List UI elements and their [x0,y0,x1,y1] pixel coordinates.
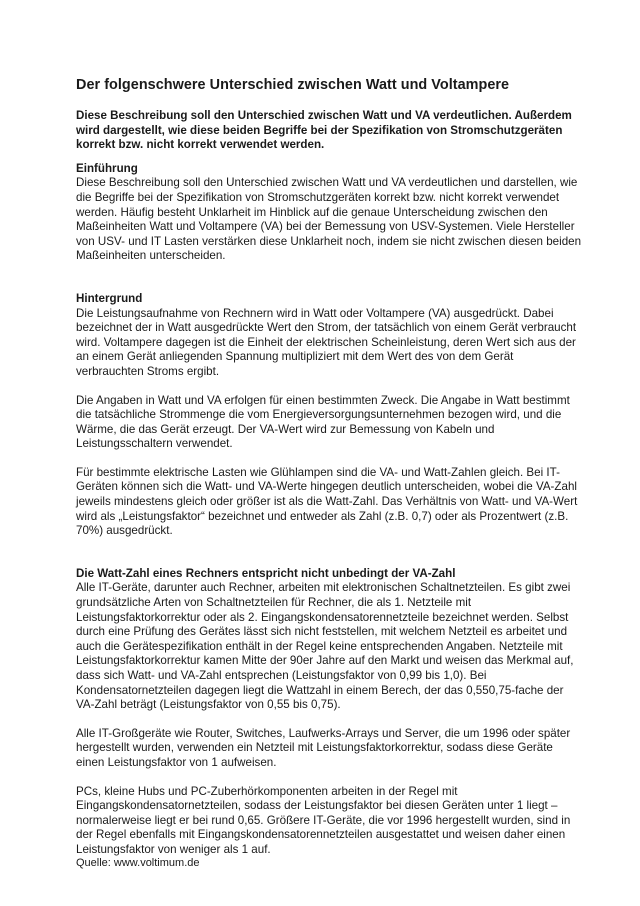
paragraph: Alle IT-Großgeräte wie Router, Switches, Laufwerks-Arrays und Server, die um 1996 oder später hergestellt wurden, verwenden ein Netzteil mit Leistungsfaktorkorrektur, sodass diese Geräte einen Leistungsfaktor von 1 aufweisen. [76,726,571,769]
paragraph: Für bestimmte elektrische Lasten wie Glühlampen sind die VA- und Watt-Zahlen gleich. Bei IT-Geräten können sich die Watt- und VA-Werte hingegen deutlich unterscheiden, wobei die VA-Zahl jeweils mindestens gleich oder größer ist als die Watt-Zahl. Das Verhältnis von Watt- und VA-Wert wird als „Leistungsfaktor“ bezeichnet und entweder als Zahl (z.B. 0,7) oder als Prozentwert (z.B. 70%) ausgedrückt. [76,465,578,538]
section-hintergrund [76,292,582,539]
spacer [76,380,582,394]
spacer [76,452,582,466]
intro-paragraph: Diese Beschreibung soll den Unterschied zwischen Watt und VA verdeutlichen. Außerdem wird dargestellt, wie diese beiden Begriffe bei der Spezifikation von Stromschutzgeräten korrekt bzw. nicht korrekt verwendet werden. [76,109,572,152]
paragraph: Die Angaben in Watt und VA erfolgen für einen bestimmten Zweck. Die Angabe in Watt bestimmt die tatsächliche Strommenge die vom Energieversorgungsunternehmen bezogen wird, und die Wärme, die das Gerät erzeugt. Der VA-Wert wird zur Bemessung von Kabeln und Leistungsschaltern verwendet. [76,393,570,451]
paragraph: PCs, kleine Hubs und PC-Zuberhörkomponenten arbeiten in der Regel mit Eingangskondensatornetzteilen, sodass der Leistungsfaktor bei diesen Geräten unter 1 liegt – normalerweise liegt er bei rund 0,65. Größere IT-Geräte, die vor 1996 hergestellt wurden, sind in der Regel ebenfalls mit Eingangskondensatorennetzteilen ausgestattet und weisen daher einen Leistungsfaktor von weniger als 1 auf. [76,784,571,856]
section-watt-va [76,567,582,858]
source-footer: Quelle: www.voltimum.de [76,857,200,869]
paragraph: Die Leistungsaufnahme von Rechnern wird in Watt oder Voltampere (VA) ausgedrückt. Dabei bezeichnet der in Watt ausgedrückte Wert den Strom, der tatsächlich von einem Gerät verbraucht wird. Voltampere dagegen ist die Einheit der elektrischen Scheinleistung, deren Wert sich aus der an einem Gerät anliegenden Spannung multipliziert mit dem Wert des von dem Gerät verbrauchten Stroms ergibt. [76,306,577,378]
paragraph: Diese Beschreibung soll den Unterschied zwischen Watt und VA verdeutlichen und darstellen, wie die Begriffe bei der Spezifikation von Stromschutzgeräten korrekt bzw. nicht korrekt verwendet werden. Häufig besteht Unklarheit im Hinblick auf die genaue Unterscheidung zwischen den Maßeinheiten Watt und Voltampere (VA) bei der Bemessung von USV-Systemen. Viele Hersteller von USV- und IT Lasten verstärken diese Unklarheit noch, indem sie nicht zwischen diesen beiden Maßeinheiten unterscheiden. [76,176,582,263]
spacer [76,713,582,727]
paragraph: Alle IT-Geräte, darunter auch Rechner, arbeiten mit elektronischen Schaltnetzteilen. Es gibt zwei grundsätzliche Arten von Schaltnetzteilen für Rechner, die als 1. Netzteile mit Leistungsfaktorkorrektur oder als 2. Eingangskondensatorennetzteile bezeichnet werden. Selbst durch eine Prüfung des Gerätes lässt sich nicht feststellen, mit welchem Netzteil es arbeitet und auch die Gerätespezifikation enthält in der Regel keine entsprechenden Angaben. Netzteile mit Leistungsfaktorkorrektur kamen Mitte der 90er Jahre auf den Markt und weisen das Merkmal auf, dass sich Watt- und VA-Zahl entsprechen (Leistungsfaktor von 0,99 bis 1,0). Bei Kondensatornetzteilen dagegen liegt die Wattzahl in einem Berech, der das 0,550,75-fache der VA-Zahl beträgt (Leistungsfaktor von 0,55 bis 0,75). [76,581,574,712]
spacer [76,771,582,785]
section-heading: Einführung [76,161,138,175]
spacer [76,539,582,567]
spacer [76,264,582,292]
section-heading: Hintergrund [76,291,143,305]
section-heading: Die Watt-Zahl eines Rechners entspricht nicht unbedingt der VA-Zahl [76,566,456,580]
section-einfuehrung [76,162,582,264]
document-title: Der folgenschwere Unterschied zwischen Watt und Voltampere [76,77,510,93]
